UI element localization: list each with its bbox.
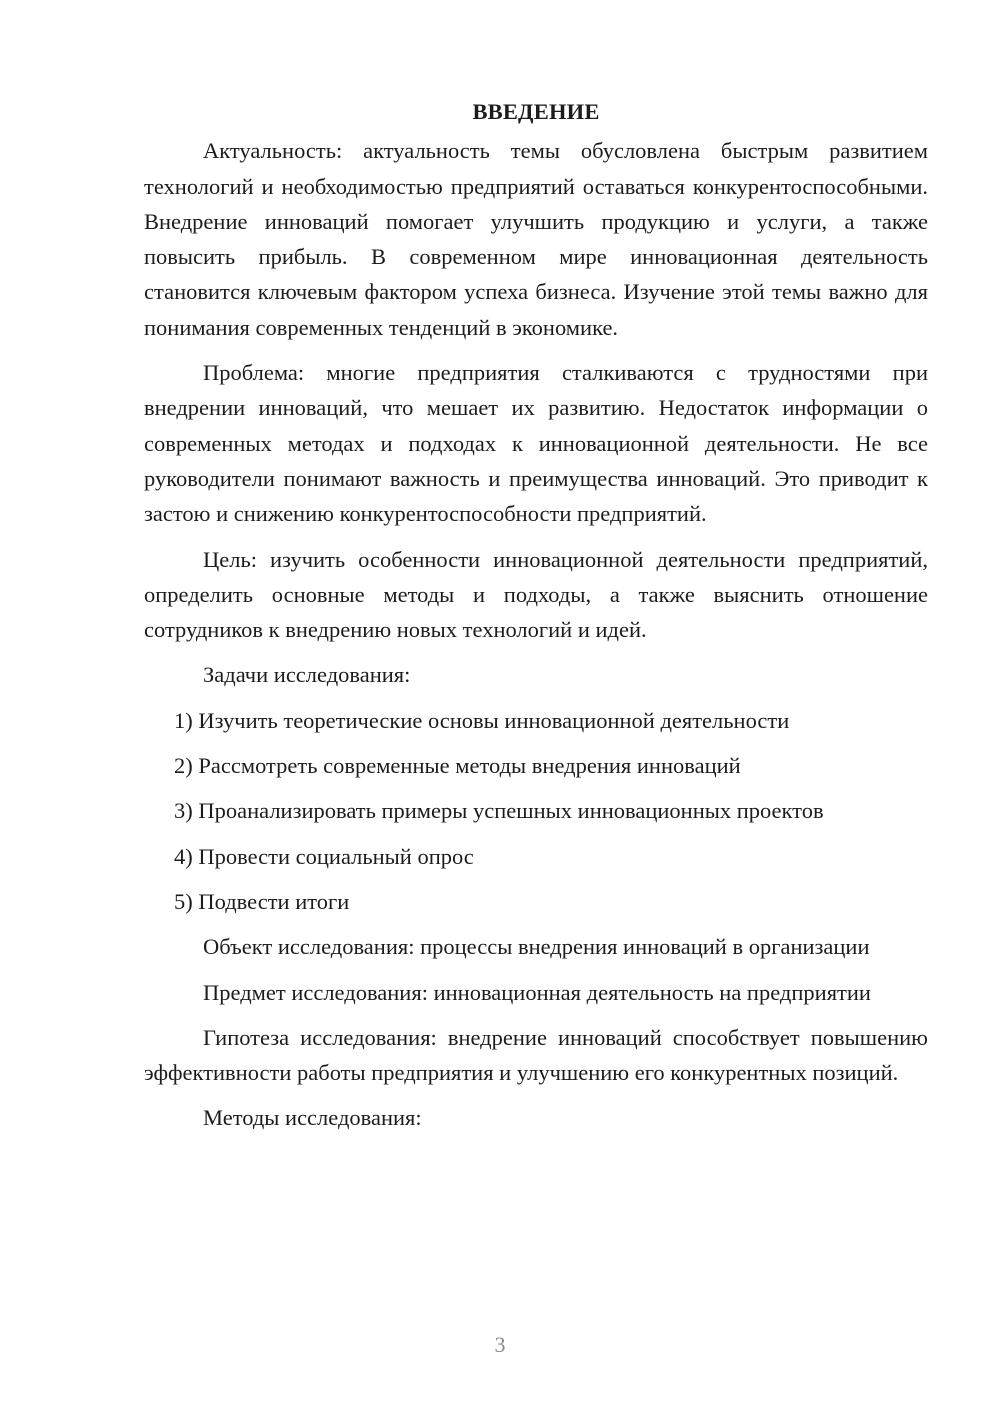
tasks-heading: Задачи исследования: <box>203 662 411 688</box>
list-item: 3) Проанализировать примеры успешных инновационных проектов <box>174 798 824 824</box>
tasks-list <box>144 703 928 919</box>
list-item: 5) Подвести итоги <box>174 888 350 914</box>
methods-heading: Методы исследования: <box>203 1105 422 1131</box>
page-content <box>144 94 928 1146</box>
paragraph-object: Объект исследования: процессы внедрения инноваций в организации <box>203 934 870 960</box>
paragraph-goal: Цель: изучить особенности инновационной деятельности предприятий, определить основные методы и подходы, а также выяснить отношение сотрудников к внедрению новых технологий и идей. <box>144 546 928 643</box>
paragraph-relevance: Актуальность: актуальность темы обусловлена быстрым развитием технологий и необходимостью предприятий оставаться конкурентоспособными. Внедрение инноваций помогает улучшить продукцию и услуги, а также повысить прибыль. В современном мире инновационная деятельность становится ключевым фактором успеха бизнеса. Изучение этой темы важно для понимания современных тенденций в экономике. <box>144 138 928 340</box>
paragraph-subject: Предмет исследования: инновационная деятельность на предприятии <box>203 979 871 1005</box>
list-item: 2) Рассмотреть современные методы внедрения инноваций <box>174 753 741 779</box>
paragraph-hypothesis: Гипотеза исследования: внедрение инноваций способствует повышению эффективности работы предприятия и улучшению его конкурентных позиций. <box>144 1024 928 1086</box>
list-item: 4) Провести социальный опрос <box>174 843 474 869</box>
page-number: 3 <box>494 1332 506 1357</box>
paragraph-problem: Проблема: многие предприятия сталкиваются с трудностями при внедрении инноваций, что мешает их развитию. Недостаток информации о современных методах и подходах к инновационной деятельности. Не все руководители понимают важность и преимущества инноваций. Это приводит к застою и снижению конкурентоспособности предприятий. <box>144 360 928 527</box>
list-item: 1) Изучить теоретические основы инновационной деятельности <box>174 707 790 733</box>
section-title: ВВЕДЕНИЕ <box>472 99 600 124</box>
